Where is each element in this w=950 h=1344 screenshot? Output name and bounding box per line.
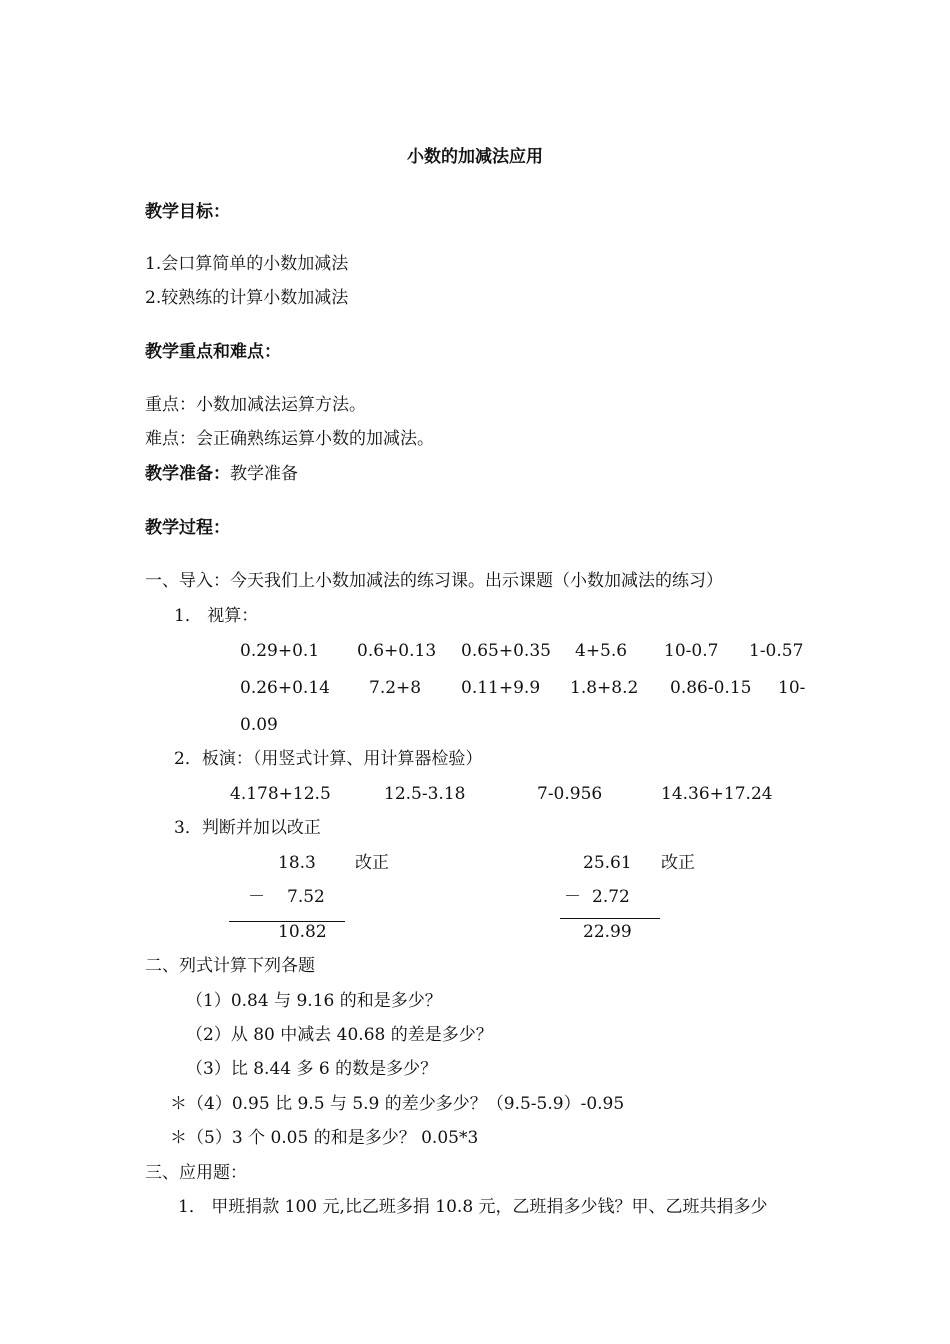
minus-sign: － (564, 887, 581, 907)
visual-calc-item: 0.65+0.35 (461, 641, 551, 661)
vertical-calc-result: 22.99 (583, 922, 632, 942)
page-title: 小数的加减法应用 (407, 147, 543, 167)
visual-calc-item: 0.6+0.13 (357, 641, 437, 661)
visual-calc-item: 7.2+8 (369, 678, 422, 698)
visual-calc-item: 0.86-0.15 (670, 678, 752, 698)
section2-heading: 二、列式计算下列各题 (145, 956, 315, 976)
vertical-calc-top: 25.61 (583, 853, 632, 873)
intro-text: 一、导入：今天我们上小数加减法的练习课。出示课题（小数加减法的练习） (145, 571, 723, 591)
section3-item: 1． 甲班捐款 100 元,比乙班多捐 10.8 元，乙班捐多少钱？甲、乙班共捐多少 (178, 1197, 768, 1217)
visual-calc-label: 1． 视算： (174, 606, 259, 626)
section2-item: （2）从 80 中减去 40.68 的差是多少？ (186, 1025, 493, 1045)
board-item: 12.5-3.18 (384, 784, 466, 804)
visual-calc-item: 1-0.57 (749, 641, 804, 661)
goal-item: 1.会口算简单的小数加减法 (145, 254, 349, 274)
vertical-calc-line (560, 918, 660, 919)
visual-calc-item: 4+5.6 (575, 641, 628, 661)
goal-item: 2.较熟练的计算小数加减法 (145, 288, 349, 308)
section2-item: （1）0.84 与 9.16 的和是多少？ (186, 991, 442, 1011)
prep-label: 教学准备： (145, 464, 230, 484)
board-item: 7-0.956 (537, 784, 603, 804)
visual-calc-item: 0.26+0.14 (240, 678, 330, 698)
visual-calc-item: 1.8+8.2 (570, 678, 639, 698)
visual-calc-item: 10- (778, 678, 806, 698)
vertical-calc-subtrahend: 2.72 (592, 887, 630, 907)
section3-heading: 三、应用题： (145, 1163, 247, 1183)
visual-calc-item: 0.29+0.1 (240, 641, 320, 661)
vertical-calc-top: 18.3 (278, 853, 316, 873)
keypoints-heading: 教学重点和难点： (145, 342, 281, 362)
minus-sign: － (248, 887, 265, 907)
goals-heading: 教学目标： (145, 202, 230, 222)
difficult-point: 难点：会正确熟练运算小数的加减法。 (145, 429, 434, 449)
section2-item: ＊（5）3 个 0.05 的和是多少？ 0.05*3 (170, 1128, 479, 1148)
correct-label: 改正 (355, 853, 389, 873)
board-item: 4.178+12.5 (230, 784, 331, 804)
section2-item: ＊（4）0.95 比 9.5 与 5.9 的差少多少？（9.5-5.9）-0.95 (170, 1094, 625, 1114)
board-item: 14.36+17.24 (661, 784, 773, 804)
visual-calc-item: 10-0.7 (664, 641, 719, 661)
key-point: 重点：小数加减法运算方法。 (145, 395, 366, 415)
judge-label: 3．判断并加以改正 (174, 818, 321, 838)
prep-value: 教学准备 (230, 464, 298, 484)
prep-line (145, 466, 298, 483)
vertical-calc-result: 10.82 (278, 922, 327, 942)
section2-item: （3）比 8.44 多 6 的数是多少？ (186, 1059, 438, 1079)
process-heading: 教学过程： (145, 518, 230, 538)
visual-calc-item: 0.09 (240, 715, 278, 735)
visual-calc-item: 0.11+9.9 (461, 678, 541, 698)
correct-label: 改正 (661, 853, 695, 873)
vertical-calc-subtrahend: 7.52 (287, 887, 325, 907)
board-label: 2．板演：（用竖式计算、用计算器检验） (174, 749, 483, 769)
